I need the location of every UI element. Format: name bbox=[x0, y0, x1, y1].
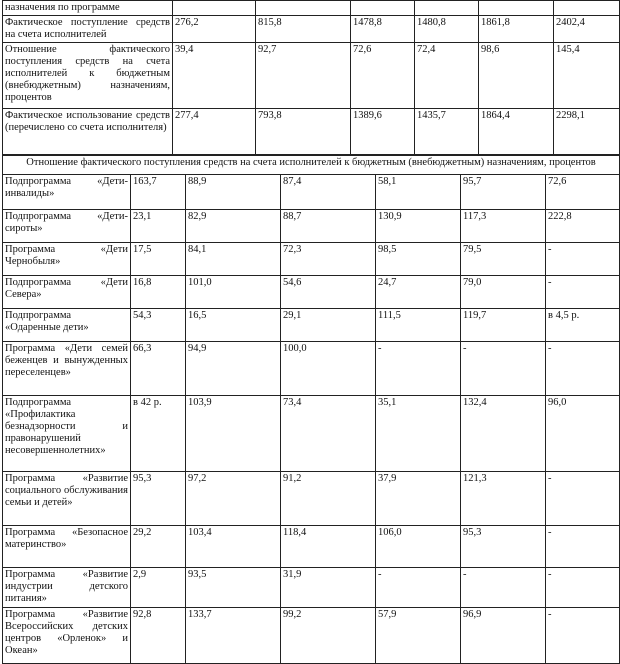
table-row bbox=[3, 309, 620, 342]
table-row bbox=[3, 276, 620, 309]
value-cell: - bbox=[546, 608, 620, 664]
value-cell: 92,7 bbox=[256, 43, 351, 109]
row-label: Программа «Развитие Всероссийских детских центров «Орленок» и Океан» bbox=[3, 608, 131, 664]
value-cell: 54,6 bbox=[281, 276, 376, 309]
value-cell: 35,1 bbox=[376, 396, 461, 472]
row-label: Подпрограмма «Одаренные дети» bbox=[3, 309, 131, 342]
table-row bbox=[3, 243, 620, 276]
value-cell: 1480,8 bbox=[415, 16, 479, 43]
value-cell: 95,3 bbox=[131, 472, 186, 526]
value-cell: 93,5 bbox=[186, 568, 281, 608]
value-cell: - bbox=[376, 568, 461, 608]
row-label: Программа «Развитие социального обслуживания семьи и детей» bbox=[3, 472, 131, 526]
row-label: Фактическое использование средств (перечислено со счета исполнителя) bbox=[3, 109, 173, 155]
value-cell: 2,9 bbox=[131, 568, 186, 608]
value-cell: 23,1 bbox=[131, 210, 186, 243]
value-cell: 145,4 bbox=[554, 43, 620, 109]
row-label: Отношение фактического поступления средств на счета исполнителей к бюджетным (внебюджетным) назначениям, процентов bbox=[3, 43, 173, 109]
value-cell: - bbox=[546, 568, 620, 608]
value-cell: 95,7 bbox=[461, 175, 546, 210]
value-cell: 99,2 bbox=[281, 608, 376, 664]
value-cell: 103,4 bbox=[186, 526, 281, 568]
value-cell: - bbox=[546, 526, 620, 568]
value-cell: 117,3 bbox=[461, 210, 546, 243]
value-cell: - bbox=[546, 243, 620, 276]
value-cell: 111,5 bbox=[376, 309, 461, 342]
value-cell: 82,9 bbox=[186, 210, 281, 243]
value-cell: 88,7 bbox=[281, 210, 376, 243]
value-cell: 92,8 bbox=[131, 608, 186, 664]
table-row bbox=[3, 175, 620, 210]
section-header-row bbox=[3, 156, 620, 175]
value-cell: 94,9 bbox=[186, 342, 281, 396]
programs-table bbox=[2, 155, 620, 664]
value-cell: 87,4 bbox=[281, 175, 376, 210]
value-cell: 130,9 bbox=[376, 210, 461, 243]
table-row bbox=[3, 43, 620, 109]
value-cell: 98,6 bbox=[479, 43, 554, 109]
value-cell: 72,4 bbox=[415, 43, 479, 109]
value-cell: в 4,5 р. bbox=[546, 309, 620, 342]
value-cell: 1861,8 bbox=[479, 16, 554, 43]
value-cell: 84,1 bbox=[186, 243, 281, 276]
value-cell: 119,7 bbox=[461, 309, 546, 342]
row-label: назначения по программе bbox=[3, 1, 173, 16]
value-cell bbox=[173, 1, 256, 16]
value-cell: 16,5 bbox=[186, 309, 281, 342]
value-cell: 132,4 bbox=[461, 396, 546, 472]
value-cell: 2298,1 bbox=[554, 109, 620, 155]
value-cell bbox=[415, 1, 479, 16]
value-cell: 88,9 bbox=[186, 175, 281, 210]
value-cell: 106,0 bbox=[376, 526, 461, 568]
value-cell: 39,4 bbox=[173, 43, 256, 109]
value-cell: 79,5 bbox=[461, 243, 546, 276]
summary-table bbox=[2, 0, 620, 155]
row-label: Программа «Безопасное материнство» bbox=[3, 526, 131, 568]
row-label: Подпрограмма «Дети-инвалиды» bbox=[3, 175, 131, 210]
value-cell: 101,0 bbox=[186, 276, 281, 309]
value-cell: 24,7 bbox=[376, 276, 461, 309]
value-cell: 133,7 bbox=[186, 608, 281, 664]
value-cell bbox=[256, 1, 351, 16]
value-cell: - bbox=[461, 568, 546, 608]
value-cell: 54,3 bbox=[131, 309, 186, 342]
value-cell: 95,3 bbox=[461, 526, 546, 568]
value-cell bbox=[554, 1, 620, 16]
value-cell: 16,8 bbox=[131, 276, 186, 309]
value-cell: 58,1 bbox=[376, 175, 461, 210]
table-row bbox=[3, 526, 620, 568]
value-cell: 96,0 bbox=[546, 396, 620, 472]
row-label: Программа «Дети семей беженцев и вынужденных переселенцев» bbox=[3, 342, 131, 396]
value-cell: - bbox=[376, 342, 461, 396]
value-cell: 276,2 bbox=[173, 16, 256, 43]
value-cell: 222,8 bbox=[546, 210, 620, 243]
row-label: Фактическое поступление средств на счета исполнителей bbox=[3, 16, 173, 43]
value-cell: 29,2 bbox=[131, 526, 186, 568]
value-cell: 73,4 bbox=[281, 396, 376, 472]
value-cell: - bbox=[546, 276, 620, 309]
row-label: Программа «Развитие индустрии детского питания» bbox=[3, 568, 131, 608]
value-cell: 277,4 bbox=[173, 109, 256, 155]
table-row bbox=[3, 396, 620, 472]
value-cell: 163,7 bbox=[131, 175, 186, 210]
value-cell: 31,9 bbox=[281, 568, 376, 608]
value-cell: 1435,7 bbox=[415, 109, 479, 155]
value-cell: 100,0 bbox=[281, 342, 376, 396]
value-cell: 121,3 bbox=[461, 472, 546, 526]
table-row bbox=[3, 472, 620, 526]
value-cell: 103,9 bbox=[186, 396, 281, 472]
value-cell bbox=[479, 1, 554, 16]
value-cell bbox=[351, 1, 415, 16]
value-cell: 118,4 bbox=[281, 526, 376, 568]
value-cell: 793,8 bbox=[256, 109, 351, 155]
value-cell: 1478,8 bbox=[351, 16, 415, 43]
value-cell: 79,0 bbox=[461, 276, 546, 309]
value-cell: 815,8 bbox=[256, 16, 351, 43]
value-cell: 37,9 bbox=[376, 472, 461, 526]
value-cell: 29,1 bbox=[281, 309, 376, 342]
table-row bbox=[3, 210, 620, 243]
value-cell: в 42 р. bbox=[131, 396, 186, 472]
value-cell: 57,9 bbox=[376, 608, 461, 664]
row-label: Подпрограмма «Дети Севера» bbox=[3, 276, 131, 309]
value-cell: 96,9 bbox=[461, 608, 546, 664]
table-row bbox=[3, 342, 620, 396]
value-cell: 17,5 bbox=[131, 243, 186, 276]
table-row bbox=[3, 1, 620, 16]
value-cell: - bbox=[546, 472, 620, 526]
value-cell: 97,2 bbox=[186, 472, 281, 526]
row-label: Подпрограмма «Дети-сироты» bbox=[3, 210, 131, 243]
value-cell: 72,6 bbox=[351, 43, 415, 109]
value-cell: 1389,6 bbox=[351, 109, 415, 155]
section-header: Отношение фактического поступления средств на счета исполнителей к бюджетным (внебюджетным) назначениям, процентов bbox=[3, 156, 620, 175]
value-cell: - bbox=[461, 342, 546, 396]
value-cell: 72,3 bbox=[281, 243, 376, 276]
value-cell: 98,5 bbox=[376, 243, 461, 276]
value-cell: 2402,4 bbox=[554, 16, 620, 43]
row-label: Подпрограмма «Профилактика безнадзорности и правонарушений несовершеннолетних» bbox=[3, 396, 131, 472]
value-cell: 91,2 bbox=[281, 472, 376, 526]
table-row bbox=[3, 568, 620, 608]
value-cell: 72,6 bbox=[546, 175, 620, 210]
table-row bbox=[3, 109, 620, 155]
value-cell: 1864,4 bbox=[479, 109, 554, 155]
value-cell: - bbox=[546, 342, 620, 396]
row-label: Программа «Дети Чернобыля» bbox=[3, 243, 131, 276]
value-cell: 66,3 bbox=[131, 342, 186, 396]
table-row bbox=[3, 16, 620, 43]
